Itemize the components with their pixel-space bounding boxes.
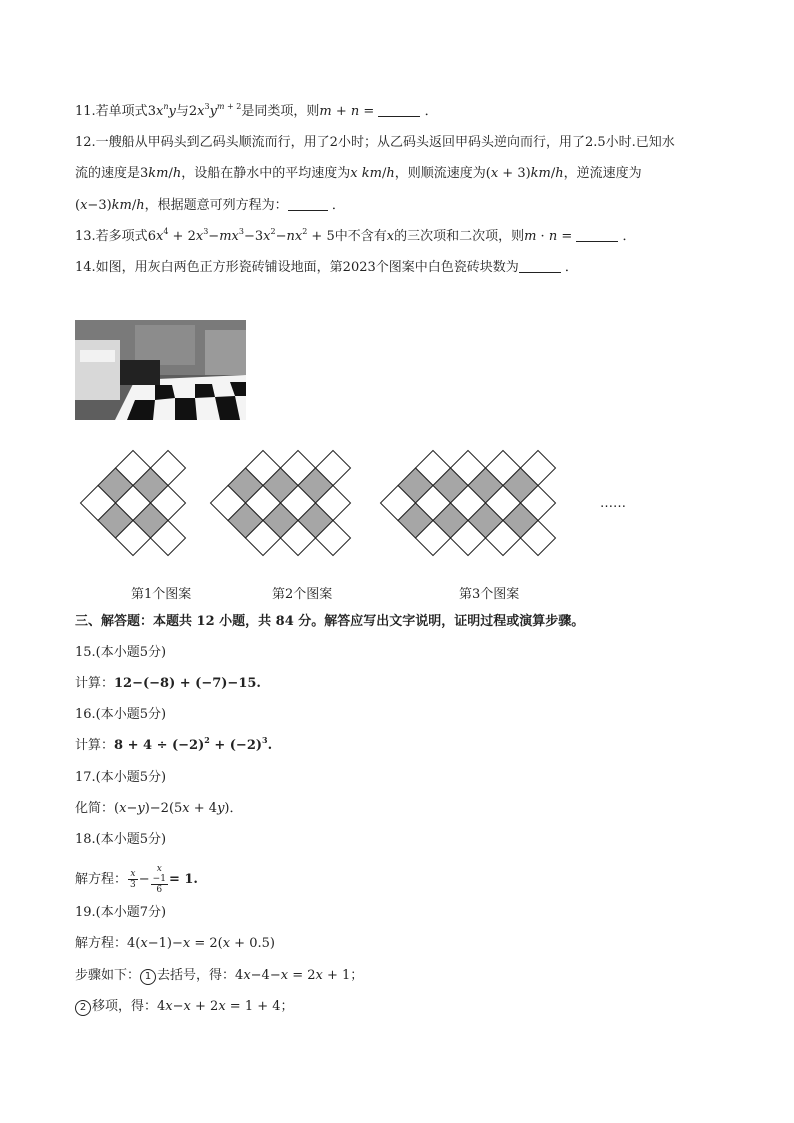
answer-blank[interactable] [519, 260, 561, 273]
pattern-label-3: 第3个图案 [459, 587, 520, 602]
q11-text-a: 11.若单项式 [75, 104, 148, 119]
tiled-floor-photo [75, 320, 246, 420]
question-19-body: 解方程：4(x−1)−x = 2(x + 0.5) [75, 936, 275, 951]
question-12-line-2: 流的速度是3km/h，设船在静水中的平均速度为x km/h，则顺流速度为(x + 3)km/h，逆流速度为 [75, 166, 642, 181]
question-19-step-2: 2 移项，得：4x−x + 2x = 1 + 4； [75, 998, 294, 1016]
pattern-label-2: 第2个图案 [272, 587, 333, 602]
question-16-header: 16.(本小题5分) [75, 707, 167, 722]
q15-expression: 12−(−8) + (−7)−15. [114, 676, 261, 691]
question-19-header: 19.(本小题7分) [75, 905, 167, 920]
answer-blank[interactable] [288, 198, 328, 211]
q11-text-c: 是同类项，则 [241, 104, 320, 119]
question-14: 14.如图，用灰白两色正方形瓷砖铺设地面，第2023个图案中白色瓷砖块数为 ． [75, 260, 578, 275]
question-16-body: 计算：$8 + 4 \div (-2)^2 + (-2)^3$. [75, 735, 273, 753]
question-12-line-1: 12.一艘船从甲码头到乙码头顺流而行，用了2小时；从乙码头返回甲码头逆向而行，用了2.5小时.已知水 [75, 135, 675, 150]
answer-blank[interactable] [576, 229, 618, 242]
question-13: 13.若多项式$6x^4 + 2x^3-mx^3-3x^2-nx^2 + 5$中不含有x的三次项和二次项，则m · n = ． [75, 227, 636, 244]
question-12-line-3: (x−3)km/h，根据题意可列方程为： ． [75, 198, 345, 213]
question-18-header: 18.(本小题5分) [75, 832, 167, 847]
question-17-header: 17.(本小题5分) [75, 770, 167, 785]
question-17-body: 化简：(x−y)−2(5x + 4y)． [75, 801, 243, 816]
question-15-header: 15.(本小题5分) [75, 645, 167, 660]
question-11: 11.若单项式$3x^ny$与$2x^3y^{m + 2}$是同类项，则m + n = ． [75, 102, 438, 119]
question-15-body: 计算：12−(−8) + (−7)−15. [75, 676, 261, 691]
section-3-title: 三、解答题：本题共 12 小题，共 84 分。解答应写出文字说明，证明过程或演算步骤。 [75, 614, 585, 629]
answer-blank[interactable] [378, 104, 420, 117]
question-19-step-1: 步骤如下： 1 去括号，得：4x−4−x = 2x + 1； [75, 968, 364, 983]
tile-patterns-figure [0, 445, 794, 585]
question-18-body: 解方程： $\frac{x}{3}$ − x −1 6 = 1. [75, 864, 198, 895]
q11-text-b: 与 [175, 104, 189, 119]
pattern-ellipsis: …… [600, 496, 626, 511]
pattern-label-1: 第1个图案 [131, 587, 192, 602]
